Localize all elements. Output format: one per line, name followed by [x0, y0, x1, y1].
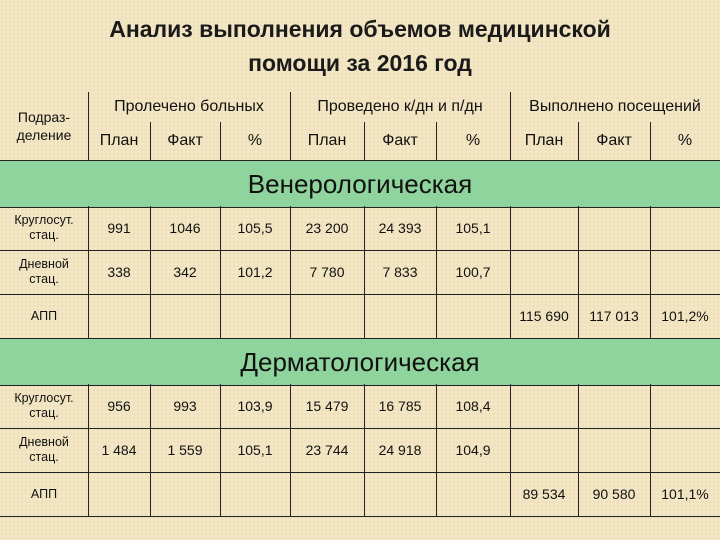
table-header: [0, 92, 720, 160]
column-divider: [436, 384, 437, 428]
column-divider: [150, 472, 151, 516]
column-divider: [88, 428, 89, 472]
column-divider: [650, 472, 651, 516]
header-sub-fact: Факт: [596, 132, 632, 149]
row-value: 1046: [169, 220, 201, 236]
column-divider: [650, 294, 651, 338]
header-sub-plan: План: [99, 132, 139, 149]
row-value: 101,2: [237, 264, 273, 280]
header-sub-plan: План: [524, 132, 564, 149]
header-divider: [650, 122, 651, 160]
header-sub-fact: Факт: [167, 132, 203, 149]
row-value: 1 559: [167, 442, 203, 458]
column-divider: [290, 206, 291, 250]
row-label: АПП: [30, 486, 58, 501]
row-value: 90 580: [592, 486, 636, 502]
column-divider: [510, 206, 511, 250]
column-divider: [436, 294, 437, 338]
header-divider: [510, 92, 511, 160]
row-value: 342: [173, 264, 197, 280]
title-line-2: помощи за 2016 год: [248, 50, 472, 76]
column-divider: [650, 428, 651, 472]
column-divider: [88, 294, 89, 338]
column-divider: [510, 384, 511, 428]
column-divider: [364, 294, 365, 338]
column-divider: [150, 384, 151, 428]
header-divider: [290, 92, 291, 160]
row-value: 103,9: [237, 398, 273, 414]
header-divider: [436, 122, 437, 160]
column-divider: [578, 472, 579, 516]
row-label: Круглосут. стац.: [14, 213, 74, 242]
column-divider: [290, 250, 291, 294]
table-row: [0, 250, 720, 295]
column-divider: [220, 384, 221, 428]
header-division: Подраз- деление: [16, 109, 72, 143]
column-divider: [578, 250, 579, 294]
row-value: 105,1: [455, 220, 491, 236]
table-row: [0, 384, 720, 429]
column-divider: [364, 250, 365, 294]
header-sub-plan: План: [307, 132, 347, 149]
row-value: 23 744: [305, 442, 349, 458]
column-divider: [150, 428, 151, 472]
header-sub-pct: %: [677, 132, 693, 149]
row-value: 16 785: [378, 398, 422, 414]
table-row: [0, 294, 720, 339]
row-value: 100,7: [455, 264, 491, 280]
header-sub-pct: %: [247, 132, 263, 149]
column-divider: [364, 206, 365, 250]
column-divider: [220, 206, 221, 250]
column-divider: [578, 384, 579, 428]
column-divider: [150, 206, 151, 250]
header-divider: [578, 122, 579, 160]
row-value: 1 484: [101, 442, 137, 458]
column-divider: [220, 250, 221, 294]
column-divider: [88, 206, 89, 250]
column-divider: [436, 206, 437, 250]
section-header-1: [0, 338, 720, 386]
column-divider: [150, 250, 151, 294]
row-value: 89 534: [522, 486, 566, 502]
table-row: [0, 472, 720, 517]
column-divider: [364, 384, 365, 428]
header-divider: [88, 92, 89, 160]
column-divider: [436, 472, 437, 516]
column-divider: [436, 250, 437, 294]
row-value: 991: [107, 220, 131, 236]
row-value: 115 690: [519, 308, 569, 324]
row-value: 101,2%: [661, 308, 709, 324]
page-title: [0, 12, 720, 80]
row-value: 7 780: [309, 264, 345, 280]
header-visits: Выполнено посещений: [529, 98, 701, 115]
column-divider: [510, 250, 511, 294]
row-value: 108,4: [455, 398, 491, 414]
column-divider: [578, 294, 579, 338]
column-divider: [650, 384, 651, 428]
column-divider: [290, 428, 291, 472]
column-divider: [88, 384, 89, 428]
column-divider: [510, 428, 511, 472]
header-divider: [150, 122, 151, 160]
column-divider: [650, 206, 651, 250]
header-sub-pct: %: [465, 132, 481, 149]
row-label: Дневной стац.: [19, 257, 69, 286]
row-label: Дневной стац.: [19, 435, 69, 464]
column-divider: [436, 428, 437, 472]
row-value: 15 479: [305, 398, 349, 414]
header-bed-days: Проведено к/дн и п/дн: [317, 98, 483, 115]
row-label: Круглосут. стац.: [14, 391, 74, 420]
row-value: 117 013: [589, 308, 639, 324]
row-value: 24 393: [378, 220, 422, 236]
column-divider: [220, 428, 221, 472]
column-divider: [364, 472, 365, 516]
column-divider: [510, 294, 511, 338]
row-value: 7 833: [382, 264, 418, 280]
column-divider: [150, 294, 151, 338]
header-sub-fact: Факт: [382, 132, 418, 149]
column-divider: [290, 294, 291, 338]
table-row: [0, 428, 720, 473]
column-divider: [220, 472, 221, 516]
header-treated-patients: Пролечено больных: [114, 98, 264, 115]
column-divider: [220, 294, 221, 338]
column-divider: [650, 250, 651, 294]
row-value: 993: [173, 398, 197, 414]
column-divider: [290, 472, 291, 516]
row-value: 24 918: [378, 442, 422, 458]
row-value: 105,1: [237, 442, 273, 458]
section-title: Дерматологическая: [240, 346, 480, 377]
row-value: 105,5: [237, 220, 273, 236]
column-divider: [88, 472, 89, 516]
title-line-1: Анализ выполнения объемов медицинской: [109, 16, 611, 42]
table-row: [0, 206, 720, 251]
column-divider: [88, 250, 89, 294]
column-divider: [578, 206, 579, 250]
row-value: 956: [107, 398, 131, 414]
section-title: Венерологическая: [247, 168, 473, 199]
row-value: 23 200: [305, 220, 349, 236]
header-divider: [364, 122, 365, 160]
column-divider: [364, 428, 365, 472]
header-divider: [220, 122, 221, 160]
column-divider: [578, 428, 579, 472]
section-header-0: [0, 160, 720, 208]
column-divider: [510, 472, 511, 516]
column-divider: [290, 384, 291, 428]
row-label: АПП: [30, 308, 58, 323]
row-value: 101,1%: [661, 486, 709, 502]
row-value: 338: [107, 264, 131, 280]
row-value: 104,9: [455, 442, 491, 458]
